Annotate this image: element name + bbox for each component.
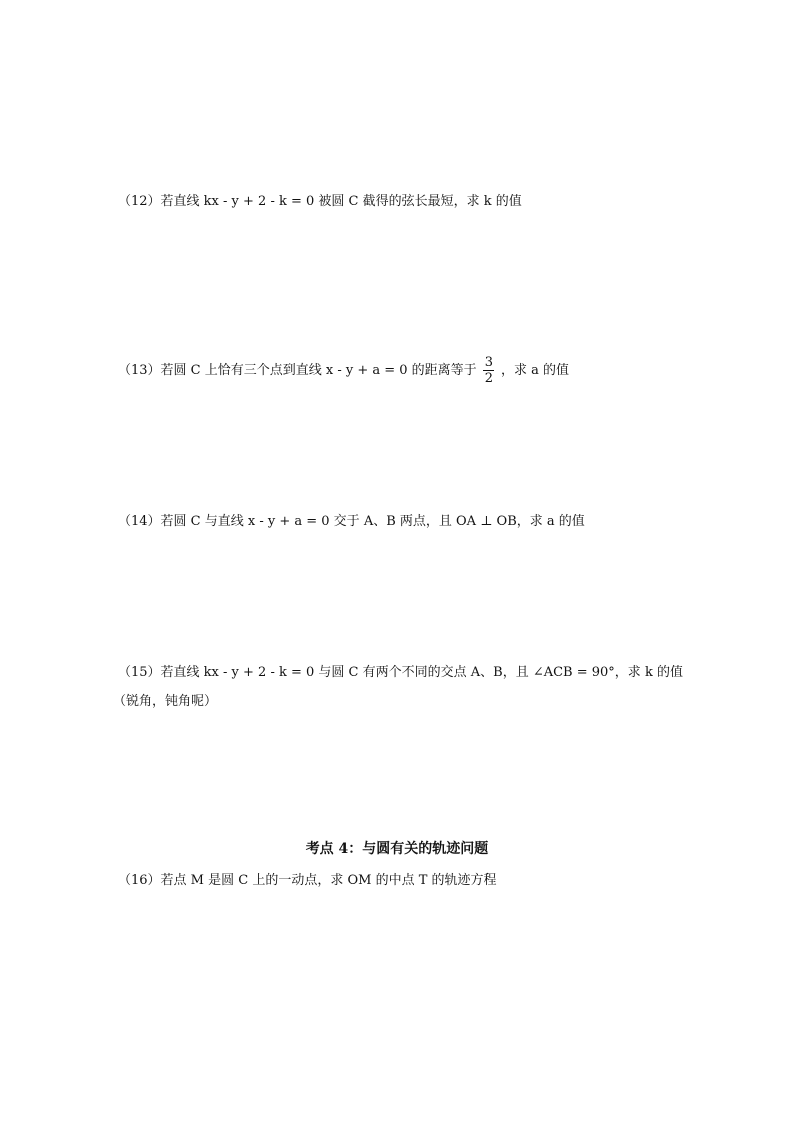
fraction-numerator: 3 <box>484 355 493 370</box>
question-14: （14）若圆 C 与直线 x - y + a = 0 交于 A、B 两点，且 OA ⊥ OB，求 a 的值 <box>118 514 585 529</box>
question-13-text: （13）若圆 C 上恰有三个点到直线 x - y + a = 0 的距离等于 <box>118 363 477 378</box>
question-15: （15）若直线 kx - y + 2 - k = 0 与圆 C 有两个不同的交点 A、B，且 ∠ACB = 90°，求 k 的值 <box>118 665 683 680</box>
question-15-followup: （锐角，钝角呢） <box>113 694 218 709</box>
section-heading: 考点 4：与圆有关的轨迹问题 <box>305 841 489 857</box>
question-12: （12）若直线 kx - y + 2 - k = 0 被圆 C 截得的弦长最短，求 k 的值 <box>118 194 522 209</box>
fraction-three-halves <box>483 355 495 386</box>
fraction-denominator: 2 <box>484 371 493 386</box>
question-16: （16）若点 M 是圆 C 上的一动点，求 OM 的中点 T 的轨迹方程 <box>118 873 497 888</box>
question-13-tail: ，求 a 的值 <box>500 363 569 378</box>
question-13 <box>118 355 569 386</box>
